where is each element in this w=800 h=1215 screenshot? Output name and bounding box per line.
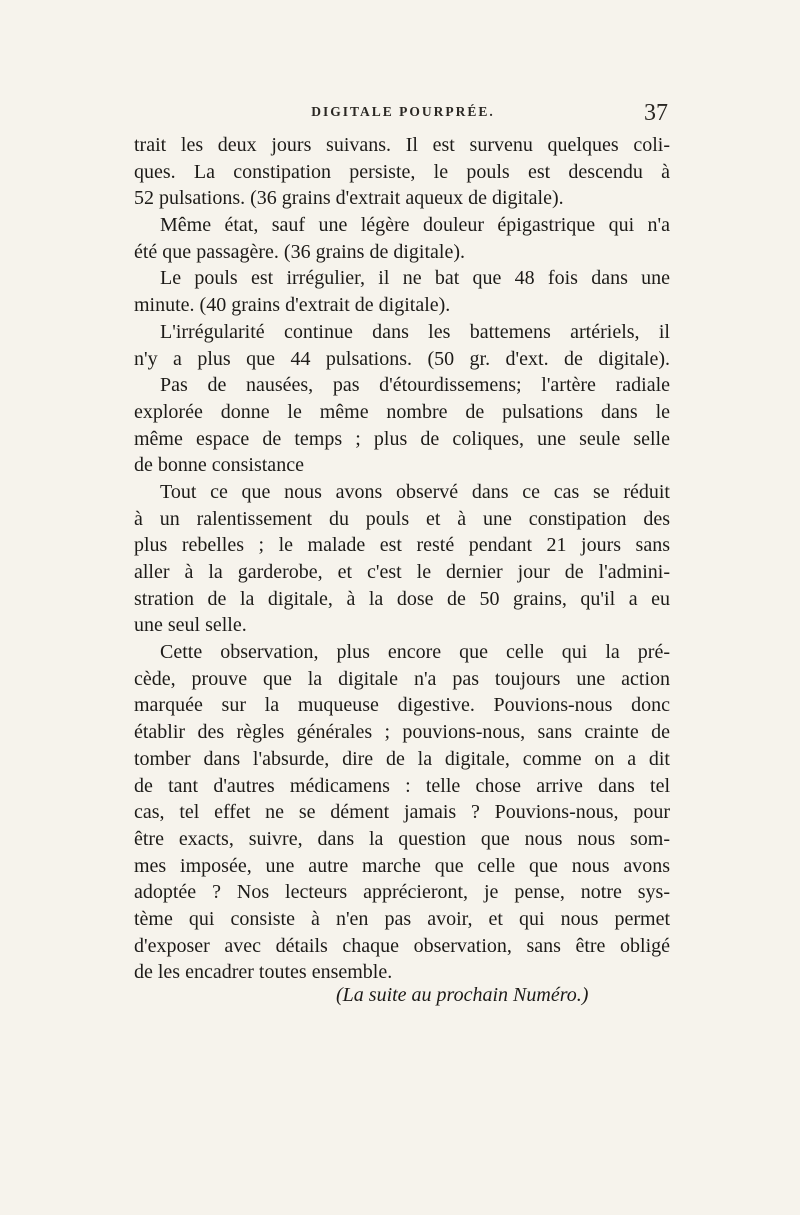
text-line: marquée sur la muqueuse digestive. Pouvions-nous donc <box>134 694 670 717</box>
text-line: même espace de temps ; plus de coliques, une seule selle <box>134 427 670 450</box>
text-line: minute. (40 grains d'extrait de digitale). <box>134 294 451 317</box>
text-line: Même état, sauf une légère douleur épigastrique qui n'a <box>160 214 670 237</box>
text-line: cas, tel effet ne se dément jamais ? Pouvions-nous, pour <box>134 801 670 824</box>
text-line: ques. La constipation persiste, le pouls est descendu à <box>134 160 670 183</box>
text-line: plus rebelles ; le malade est resté pendant 21 jours sans <box>134 534 670 557</box>
text-line: Pas de nausées, pas d'étourdissemens; l'artère radiale <box>160 374 670 397</box>
text-line: aller à la garderobe, et c'est le dernier jour de l'admini- <box>134 561 670 583</box>
text-line: 52 pulsations. (36 grains d'extrait aqueux de digitale). <box>134 187 564 210</box>
text-line: stration de la digitale, à la dose de 50 grains, qu'il a eu <box>134 587 670 610</box>
text-line: de bonne consistance <box>134 454 304 477</box>
text-line: être exacts, suivre, dans la question que nous nous som- <box>134 827 670 850</box>
page-number: 37 <box>644 100 668 126</box>
continuation-note: (La suite au prochain Numéro.) <box>336 984 589 1006</box>
text-line: tomber dans l'absurde, dire de la digitale, comme on a dit <box>134 747 670 770</box>
running-title: DIGITALE POURPRÉE. <box>311 104 495 119</box>
text-line: explorée donne le même nombre de pulsations dans le <box>134 400 670 423</box>
text-line: cède, prouve que la digitale n'a pas toujours une action <box>134 667 670 690</box>
text-line: établir des règles générales ; pouvions-nous, sans crainte de <box>134 721 670 744</box>
text-line: mes imposée, une autre marche que celle que nous avons <box>134 854 670 877</box>
text-line: adoptée ? Nos lecteurs apprécieront, je pense, notre sys- <box>134 881 670 904</box>
text-line: de tant d'autres médicamens : telle chose arrive dans tel <box>134 774 670 797</box>
text-line: été que passagère. (36 grains de digitale). <box>134 240 465 263</box>
running-header <box>138 100 668 134</box>
text-line: tème qui consiste à n'en pas avoir, et qui nous permet <box>134 907 670 930</box>
text-line: Cette observation, plus encore que celle qui la pré- <box>160 641 670 664</box>
text-line: d'exposer avec détails chaque observation, sans être obligé <box>134 934 670 957</box>
text-line: une seul selle. <box>134 614 247 637</box>
text-line: Le pouls est irrégulier, il ne bat que 48 fois dans une <box>160 267 670 290</box>
text-line: Tout ce que nous avons observé dans ce cas se réduit <box>160 480 670 503</box>
text-line: de les encadrer toutes ensemble. <box>134 961 393 984</box>
body-text <box>134 132 670 986</box>
text-line: L'irrégularité continue dans les battemens artériels, il <box>160 320 670 343</box>
text-line: n'y a plus que 44 pulsations. (50 gr. d'ext. de digitale). <box>134 347 670 370</box>
text-line: à un ralentissement du pouls et à une constipation des <box>134 507 670 530</box>
text-line: trait les deux jours suivans. Il est survenu quelques coli- <box>134 134 670 156</box>
